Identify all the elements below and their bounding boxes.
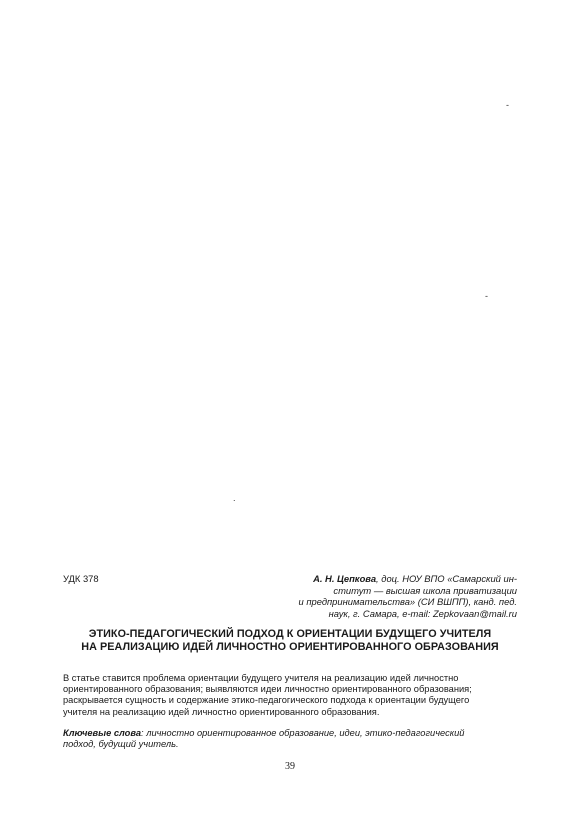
article-title-line-2: НА РЕАЛИЗАЦИЮ ИДЕЙ ЛИЧНОСТНО ОРИЕНТИРОВАННОГО ОБРАЗОВАНИЯ <box>81 641 499 653</box>
stray-mark: - <box>506 100 509 110</box>
author-block <box>257 573 517 620</box>
abstract-line: учителя на реализацию идей личностно ориентированного образования. <box>63 706 380 717</box>
author-line-2: ститут — высшая школа приватизации <box>333 584 517 596</box>
udk-code: УДК 378 <box>63 573 99 584</box>
stray-mark: . <box>233 493 236 503</box>
author-affiliation-start: , доц. НОУ ВПО «Самарский ин- <box>376 573 517 584</box>
keywords-line-1 <box>63 728 518 739</box>
abstract-line: В статье ставится проблема ориентации будущего учителя на реализацию идей личностно <box>63 673 459 683</box>
author-name: А. Н. Цепкова <box>313 573 377 584</box>
stray-mark: - <box>485 291 488 301</box>
keywords-line-2: подход, будущий учитель. <box>63 739 179 750</box>
keywords-label: Ключевые слова <box>63 728 142 738</box>
keywords-list-start: : личностно ориентированное образование, идеи, этико-педагогический <box>141 728 465 738</box>
abstract <box>63 673 518 718</box>
keywords <box>63 728 518 750</box>
article-title <box>40 628 540 654</box>
article-title-line-1: ЭТИКО-ПЕДАГОГИЧЕСКИЙ ПОДХОД К ОРИЕНТАЦИИ БУДУЩЕГО УЧИТЕЛЯ <box>88 628 492 640</box>
abstract-line: ориентированного образования; выявляются идеи личностно ориентированного образования; <box>63 684 472 695</box>
author-line-1 <box>257 573 517 585</box>
author-line-4: наук, г. Самара, e-mail: Zepkovaan@mail.ru <box>328 608 517 620</box>
page-number: 39 <box>285 761 295 772</box>
author-line-3: и предпринимательства» (СИ ВШПП), канд. пед. <box>298 596 517 608</box>
abstract-line: раскрывается сущность и содержание этико-педагогического подхода к ориентации будущего <box>63 695 470 706</box>
